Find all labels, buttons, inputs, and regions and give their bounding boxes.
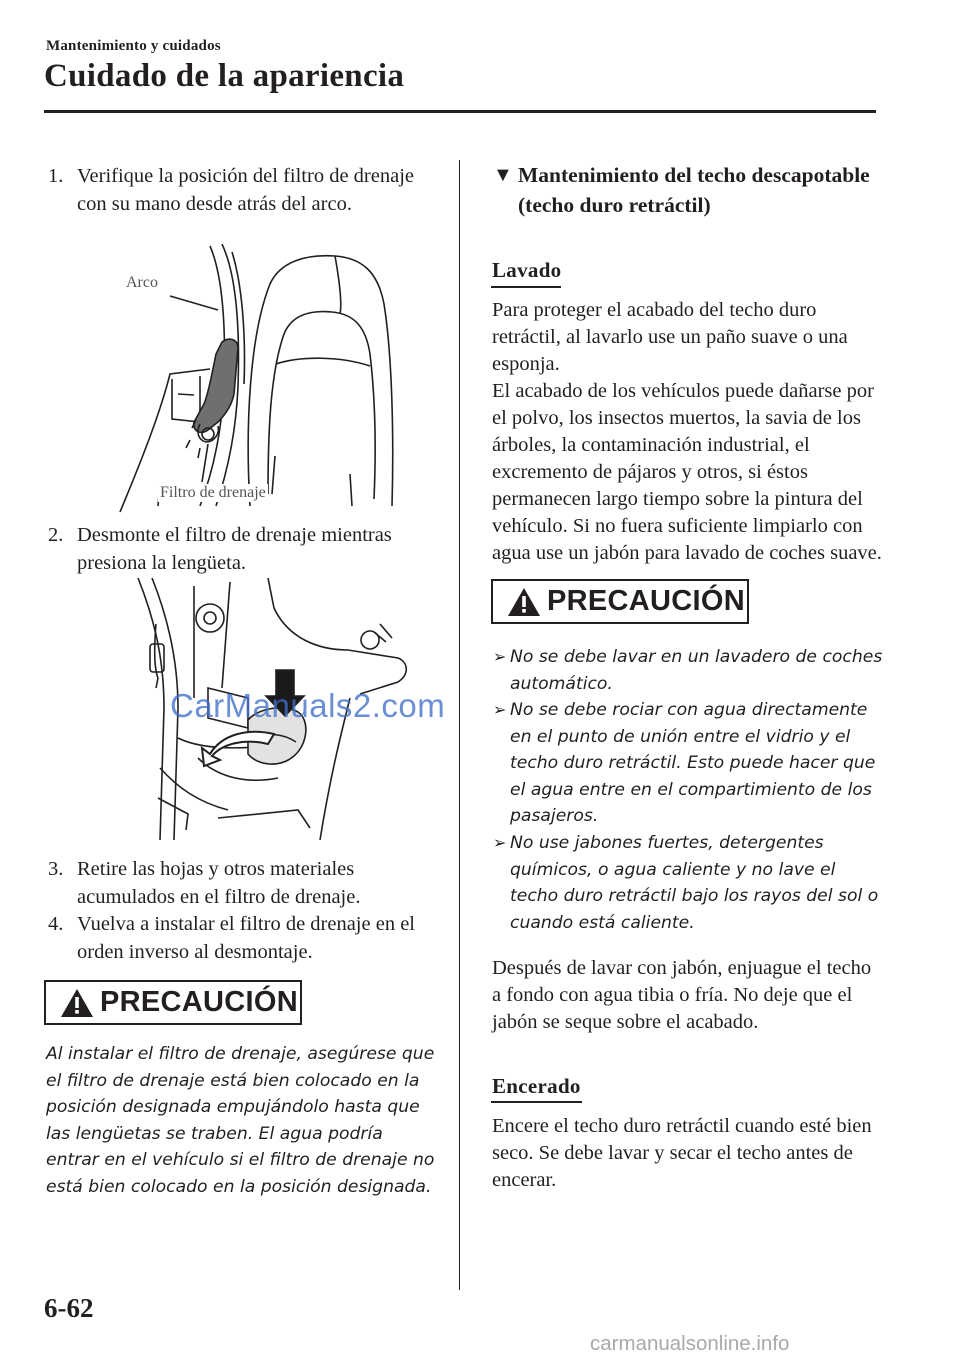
column-divider [459,160,460,1290]
bullet-text: No se debe lavar en un lavadero de coches automático. [510,647,883,694]
step-number: 4. [48,913,64,935]
section-heading [493,160,883,220]
page-title: Cuidado de la apariencia [44,58,405,94]
section-label: Mantenimiento y cuidados [46,38,221,54]
footer-site-watermark: carmanualsonline.info [590,1332,790,1355]
lavado-text [492,270,882,567]
watermark-carmanuals: CarManuals2.com [170,687,446,724]
arrow-bullet-icon: ➢ [493,833,507,852]
lavado-paragraph-1: Para proteger el acabado del techo duro retráctil, al lavarlo use un paño suave o una esponja. [492,299,848,375]
subheading-encerado: Encerado [492,1074,581,1098]
step-number: 2. [48,524,64,546]
caution-title: PRECAUCIÓN [100,986,298,1018]
step-4 [48,911,438,966]
title-rule [44,110,876,113]
warning-triangle-icon [507,587,541,617]
step-number: 1. [48,165,64,187]
step-number: 3. [48,858,64,880]
lavado-paragraph-2: El acabado de los vehículos puede dañarse por el polvo, los insectos muertos, la savia de los árboles, la contaminación industrial, el excremento de pájaros y otros, si éstos permanecen largo tiempo sobre la pintura del vehículo. Si no fuera suficiente limpiarlo con agua use un jabón para lavado de coches suave. [492,380,882,564]
step-text: Desmonte el filtro de drenaje mientras presiona la lengüeta. [77,524,392,574]
triangle-down-icon: ▼ [493,164,513,186]
bullet-text: No se debe rociar con agua directamente en el punto de unión entre el vidrio y el techo duro retráctil. Esto puede hacer que el agua entre en el compartimiento de los pasajeros. [510,700,876,827]
figure-label-filtro: Filtro de drenaje [160,484,266,501]
warning-triangle-icon [60,988,94,1018]
step-3 [48,856,438,911]
step-2 [48,522,438,577]
caution-bullet-1 [493,644,883,697]
caution-box-right [491,579,749,624]
caution-box-left [44,980,302,1025]
step-text: Retire las hojas y otros materiales acumulados en el filtro de drenaje. [77,858,361,908]
page-number: 6-62 [44,1293,94,1323]
heading-text: Mantenimiento del techo descapotable (techo duro retráctil) [518,163,870,217]
bullet-text: No use jabones fuertes, detergentes químicos, o agua caliente y no lave el techo duro retráctil bajo los rayos del sol o cuando está caliente. [510,833,879,933]
figure-label-arco: Arco [126,274,158,291]
subheading-lavado: Lavado [492,258,562,282]
caution-title: PRECAUCIÓN [547,585,745,617]
step-text: Verifique la posición del filtro de drenaje con su mano desde atrás del arco. [77,165,414,215]
caution-text-left: Al instalar el filtro de drenaje, asegúrese que el filtro de drenaje está bien colocado en la posición designada empujándolo hasta que las lengüetas se traben. El agua podría entrar en el vehículo si el filtro de drenaje no está bien colocado en la posición designada. [46,1044,435,1197]
after-wash-paragraph: Después de lavar con jabón, enjuague el techo a fondo con agua tibia o fría. No deje que el jabón se seque sobre el acabado. [492,957,872,1033]
caution-bullet-3 [493,830,883,936]
subheading-encerado-rule [491,1101,582,1103]
figure-drain-filter-location [100,244,415,514]
step-text: Vuelva a instalar el filtro de drenaje en el orden inverso al desmontaje. [77,913,415,963]
encerado-paragraph: Encere el techo duro retráctil cuando esté bien seco. Se debe lavar y secar el techo antes de encerar. [492,1115,872,1191]
step-1 [48,163,438,218]
arrow-bullet-icon: ➢ [493,647,507,666]
caution-bullet-2 [493,697,883,830]
arrow-bullet-icon: ➢ [493,700,507,719]
